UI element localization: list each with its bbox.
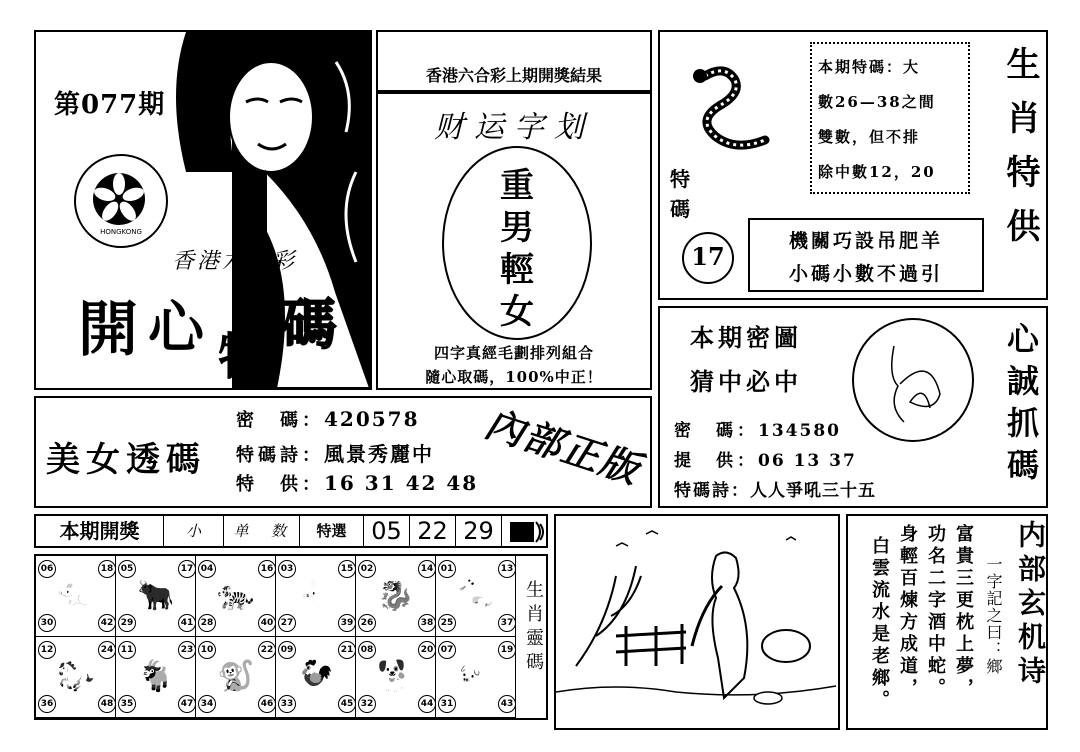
zodiac-cell: [116, 556, 196, 637]
poem-col-3: 身輕百煉方成道，: [897, 524, 918, 700]
draw-item-1: 小: [164, 516, 224, 546]
zodiac-number: 14: [418, 560, 436, 578]
beauty-value-3: 16 31 42 48: [324, 471, 479, 495]
draw-item-3: 数: [258, 516, 300, 546]
fortune-oval: [442, 146, 592, 340]
zodiac-number: 37: [498, 614, 516, 632]
notice-line-4: 除中數12，20: [818, 163, 936, 181]
zodiac-number: 40: [258, 614, 276, 632]
zodiac-number: 19: [498, 641, 516, 659]
oval-char-4: 女: [500, 292, 534, 332]
zodiac-number: 04: [198, 560, 216, 578]
zodiac-number: 34: [198, 695, 216, 713]
zodiac-cell: [356, 556, 436, 637]
zodiac-number: 07: [438, 641, 456, 659]
zodiac-number: 09: [278, 641, 296, 659]
poem-col-2: 功名二字酒中蛇。: [925, 524, 946, 700]
poem-line-2: 小碼小數不過引: [788, 263, 943, 285]
hongkong-logo: [74, 154, 168, 248]
beauty-value-2: 風景秀麗中: [324, 442, 434, 466]
secret-title-2: 猜中必中: [690, 367, 802, 396]
issue-number: 第077期: [54, 90, 166, 120]
result-header: [376, 30, 652, 92]
rooster-icon: 🐓: [297, 659, 335, 694]
beauty-label-1: 密 碼：: [236, 410, 324, 431]
goat-icon: 🐐: [137, 659, 175, 694]
zodiac-cell: [196, 556, 276, 637]
logo-ring-text: [166, 182, 167, 183]
beauty-panel: [34, 396, 652, 508]
draw-item-4: 特選: [300, 516, 364, 546]
secret-panel: [658, 306, 1048, 508]
zodiac-number: 02: [358, 560, 376, 578]
zodiac-number: 41: [178, 614, 196, 632]
fortune-panel: [376, 92, 652, 390]
notice-line-1: 本期特碼：大: [818, 58, 921, 76]
secret-label-3: 特碼詩：: [674, 481, 750, 501]
secret-value-3: 人人爭吼三十五: [750, 481, 876, 501]
zodiac-number: 42: [98, 614, 116, 632]
zodiac-number: 44: [418, 695, 436, 713]
poem-col-4: 白雲流水是老鄉。: [869, 536, 890, 712]
snake-icon: 🐍: [457, 578, 495, 613]
ox-icon: 🐂: [137, 578, 175, 613]
zodiac-number: 39: [338, 614, 356, 632]
zodiac-number: 01: [438, 560, 456, 578]
poem-panel: [846, 514, 1048, 730]
beauty-label-3: 特 供：: [236, 474, 324, 495]
zodiac-cell: [116, 637, 196, 718]
oval-char-3: 輕: [500, 250, 534, 290]
beauty-value-1: 420578: [324, 407, 420, 431]
fortune-footer-1: 四字真經毛劃排列組合: [433, 344, 594, 362]
zodiac-special-panel: [658, 30, 1048, 300]
rabbit-icon: 🐇: [297, 578, 335, 613]
secret-title-1: 本期密圖: [690, 323, 802, 352]
zodiac-number: 17: [178, 560, 196, 578]
zodiac-number: 30: [38, 614, 56, 632]
horse-icon: 🐎: [57, 659, 95, 694]
zodiac-cell: [276, 556, 356, 637]
draw-label: 本期開獎: [36, 516, 164, 546]
special-number-badge: 17: [682, 232, 734, 284]
zodiac-number: 31: [438, 695, 456, 713]
zodiac-number: 10: [198, 641, 216, 659]
notice-line-3: 雙數，但不排: [818, 128, 921, 146]
zodiac-number: 38: [418, 614, 436, 632]
draw-number-3: 29: [456, 516, 502, 546]
pig-icon: 🐖: [457, 659, 495, 694]
zodiac-number: 46: [258, 695, 276, 713]
special-label: 特碼: [670, 167, 690, 221]
beauty-title: 美女透碼: [46, 440, 206, 480]
draw-number-2: 22: [410, 516, 456, 546]
zodiac-number: 48: [98, 695, 116, 713]
zodiac-number: 36: [38, 695, 56, 713]
zodiac-number: 22: [258, 641, 276, 659]
result-header-text: 香港六合彩上期開獎結果: [425, 66, 602, 85]
zodiac-number: 15: [338, 560, 356, 578]
secret-value-1: 134580: [758, 421, 841, 441]
zodiac-number: 29: [118, 614, 136, 632]
zodiac-number: 47: [178, 695, 196, 713]
poem-line-1: 機關巧設吊肥羊: [788, 230, 943, 252]
zodiac-number: 20: [418, 641, 436, 659]
zodiac-number: 23: [178, 641, 196, 659]
brand-char-4: 碼: [282, 293, 336, 356]
poem-box: [748, 218, 984, 292]
notice-line-2: 數26—38之間: [818, 93, 936, 111]
oval-char-2: 男: [500, 208, 534, 248]
secret-value-2: 06 13 37: [758, 451, 857, 471]
secret-rows: [674, 416, 876, 506]
brand-char-1: 開: [78, 295, 138, 365]
scene-panel: [554, 514, 840, 730]
logo-sub: HONGKONG: [100, 228, 142, 236]
zodiac-number: 26: [358, 614, 376, 632]
zodiac-cell: [436, 556, 516, 637]
zodiac-number: 18: [98, 560, 116, 578]
zodiac-cell: [356, 637, 436, 718]
zodiac-side-title: 生肖特供: [1000, 46, 1040, 262]
sage-scene: [556, 516, 838, 728]
dragon-icon: 🐉: [377, 578, 415, 613]
zodiac-number: 03: [278, 560, 296, 578]
zodiac-grid-side: 生肖靈碼: [523, 580, 544, 676]
secret-label-1: 密 碼：: [674, 421, 758, 441]
ribbon-icon: [506, 518, 544, 546]
zodiac-number: 06: [38, 560, 56, 578]
draw-number-1: 05: [364, 516, 410, 546]
fortune-footer-2: 隨心取碼，100%中正！: [425, 368, 603, 386]
zodiac-number: 08: [358, 641, 376, 659]
zodiac-cell: [276, 637, 356, 718]
zodiac-number: 13: [498, 560, 516, 578]
zodiac-number: 11: [118, 641, 136, 659]
snake-icon: [690, 56, 780, 166]
zodiac-number: 33: [278, 695, 296, 713]
brand-char-2: 心: [148, 296, 204, 361]
draw-item-2: 单: [233, 522, 249, 540]
beauty-rows: [236, 406, 478, 502]
zodiac-number: 32: [358, 695, 376, 713]
zodiac-number: 25: [438, 614, 456, 632]
zodiac-number: 43: [498, 695, 516, 713]
zodiac-number: 45: [338, 695, 356, 713]
secret-label-2: 提 供：: [674, 451, 758, 471]
tiger-icon: 🐅: [217, 578, 255, 613]
brand-small: 香港六合彩: [172, 249, 298, 274]
draw-bar: [34, 514, 548, 548]
zodiac-number: 12: [38, 641, 56, 659]
dog-icon: 🐕: [377, 659, 415, 694]
poem-hint: 一字記之曰：鄉: [984, 556, 1003, 675]
zodiac-number: 24: [98, 641, 116, 659]
cover-panel: [34, 30, 372, 390]
zodiac-cell: [36, 556, 116, 637]
monkey-icon: 🐒: [217, 659, 255, 694]
zodiac-cell: [436, 637, 516, 718]
zodiac-number: 05: [118, 560, 136, 578]
zodiac-grid: [34, 554, 548, 720]
brush-stamp: 內部正版: [480, 400, 647, 493]
zodiac-number: 27: [278, 614, 296, 632]
zodiac-number: 16: [258, 560, 276, 578]
zodiac-number: 35: [118, 695, 136, 713]
zodiac-cell: [196, 637, 276, 718]
fortune-title: 财运字划: [434, 110, 594, 145]
zodiac-number: 21: [338, 641, 356, 659]
zodiac-cell: [36, 637, 116, 718]
poem-side-title: 内部玄机诗: [1014, 520, 1047, 690]
brand-char-3: 特: [218, 328, 268, 386]
notice-box: [810, 42, 970, 194]
zodiac-number: 28: [198, 614, 216, 632]
secret-side-title: 心誠抓碼: [1002, 322, 1040, 490]
beauty-label-2: 特碼詩：: [236, 445, 324, 466]
oval-char-1: 重: [500, 166, 534, 206]
rat-icon: 🐀: [57, 578, 95, 613]
poem-col-1: 富貴三更枕上夢，: [953, 524, 974, 700]
